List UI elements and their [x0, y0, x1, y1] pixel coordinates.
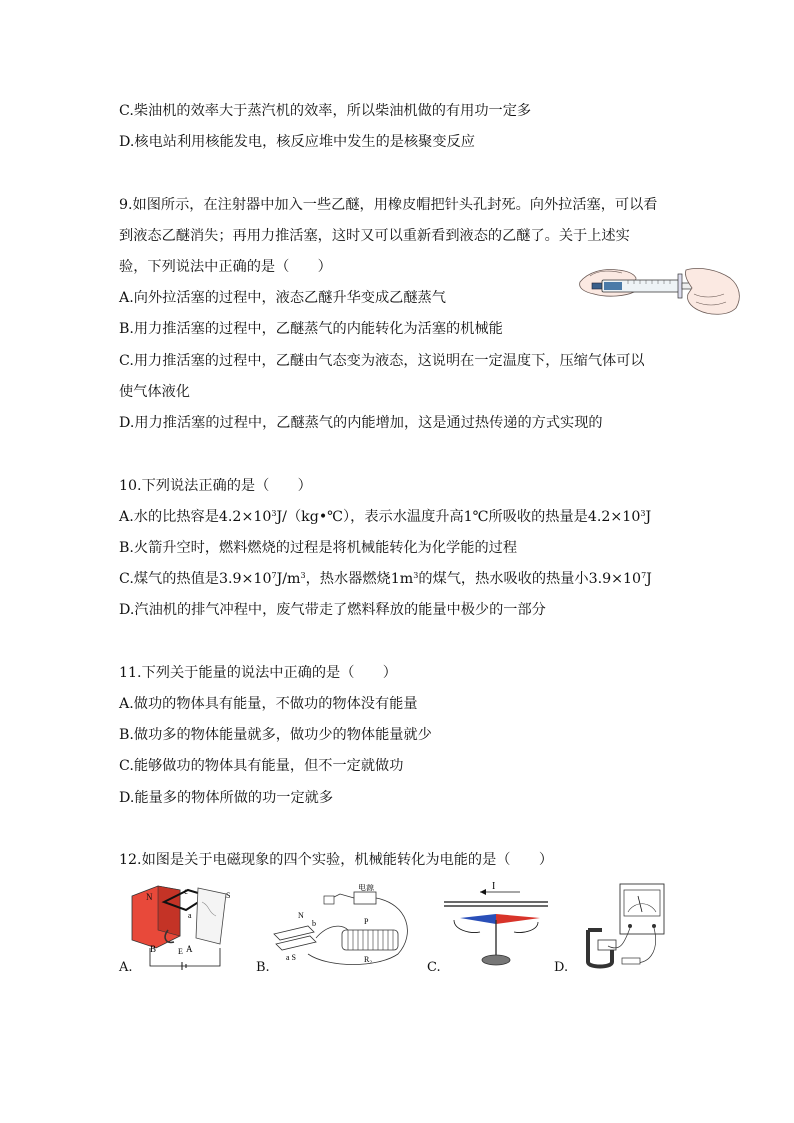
q9-option-a: A.向外拉活塞的过程中，液态乙醚升华变成乙醚蒸气 [119, 290, 446, 306]
q9-option-c-line2: 使气体液化 [119, 384, 190, 400]
q9-option-d: D.用力推活塞的过程中，乙醚蒸气的内能增加，这是通过热传递的方式实现的 [119, 415, 603, 431]
prev-option-c: C.柴油机的效率大于蒸汽机的效率，所以柴油机做的有用功一定多 [119, 103, 532, 119]
q12-figure-a [128, 882, 233, 970]
svg-text:B: B [150, 944, 157, 954]
svg-text:E: E [178, 947, 183, 956]
q11-option-d: D.能量多的物体所做的功一定就多 [119, 790, 334, 806]
q12-figure-c [440, 880, 552, 970]
q10-option-c: C.煤气的热值是$3.9\times 10^7J/m^3$，热水器燃烧$1m^3$的煤气，热水吸收的热量小$3.9\times 10^7J$ [119, 571, 652, 587]
svg-text:a: a [188, 911, 192, 920]
q10-option-a: A.水的比热容是$4.2\times 10^3J/(kg•℃)$，表示水温度升高1℃所吸收的热量是$4.2\times 10^3J$ [119, 509, 652, 525]
svg-text:P: P [364, 917, 369, 926]
q12-figure-d [568, 882, 678, 972]
svg-text:电源: 电源 [358, 884, 374, 892]
svg-text:c: c [184, 886, 188, 896]
svg-text:A: A [186, 944, 193, 954]
q10-stem: 10.下列说法正确的是（ ） [119, 478, 312, 494]
svg-text:I: I [492, 881, 496, 892]
q9-option-c-line1: C.用力推活塞的过程中，乙醚由气态变为液态，这说明在一定温度下，压缩气体可以 [119, 353, 645, 369]
svg-text:R₂: R₂ [364, 955, 373, 964]
q12-label-d: D. [554, 960, 569, 975]
q11-option-b: B.做功多的物体能量就多，做功少的物体能量就少 [119, 727, 432, 743]
q12-figure-b [268, 884, 418, 970]
q9-stem-line1: 9.如图所示，在注射器中加入一些乙醚，用橡皮帽把针头孔封死。向外拉活塞，可以看 [119, 197, 658, 213]
q12-stem: 12.如图是关于电磁现象的四个实验，机械能转化为电能的是（ ） [119, 852, 554, 868]
q9-stem-line3: 验，下列说法中正确的是（ ） [119, 259, 332, 275]
q9-stem-line2: 到液态乙醚消失；再用力推活塞，这时又可以重新看到液态的乙醚了。关于上述实 [119, 228, 630, 244]
svg-text:N: N [146, 892, 153, 902]
prev-option-d: D.核电站利用核能发电，核反应堆中发生的是核聚变反应 [119, 134, 475, 150]
syringe-hands-figure [578, 264, 743, 319]
q9-option-b: B.用力推活塞的过程中，乙醚蒸气的内能转化为活塞的机械能 [119, 321, 503, 337]
svg-text:N: N [298, 911, 304, 920]
q11-option-c: C.能够做功的物体具有能量，但不一定就做功 [119, 758, 404, 774]
q10-option-d: D.汽油机的排气冲程中，废气带走了燃料释放的能量中极少的一部分 [119, 602, 546, 618]
q11-stem: 11.下列关于能量的说法中正确的是（ ） [119, 665, 397, 681]
q11-option-a: A.做功的物体具有能量，不做功的物体没有能量 [119, 696, 418, 712]
svg-text:b: b [312, 919, 316, 928]
q12-label-a: A. [119, 960, 133, 975]
svg-text:a S: a S [286, 953, 296, 962]
q12-label-c: C. [427, 960, 441, 975]
svg-text:S: S [226, 891, 231, 900]
q10-option-b: B.火箭升空时，燃料燃烧的过程是将机械能转化为化学能的过程 [119, 540, 518, 556]
q12-label-b: B. [256, 960, 270, 975]
